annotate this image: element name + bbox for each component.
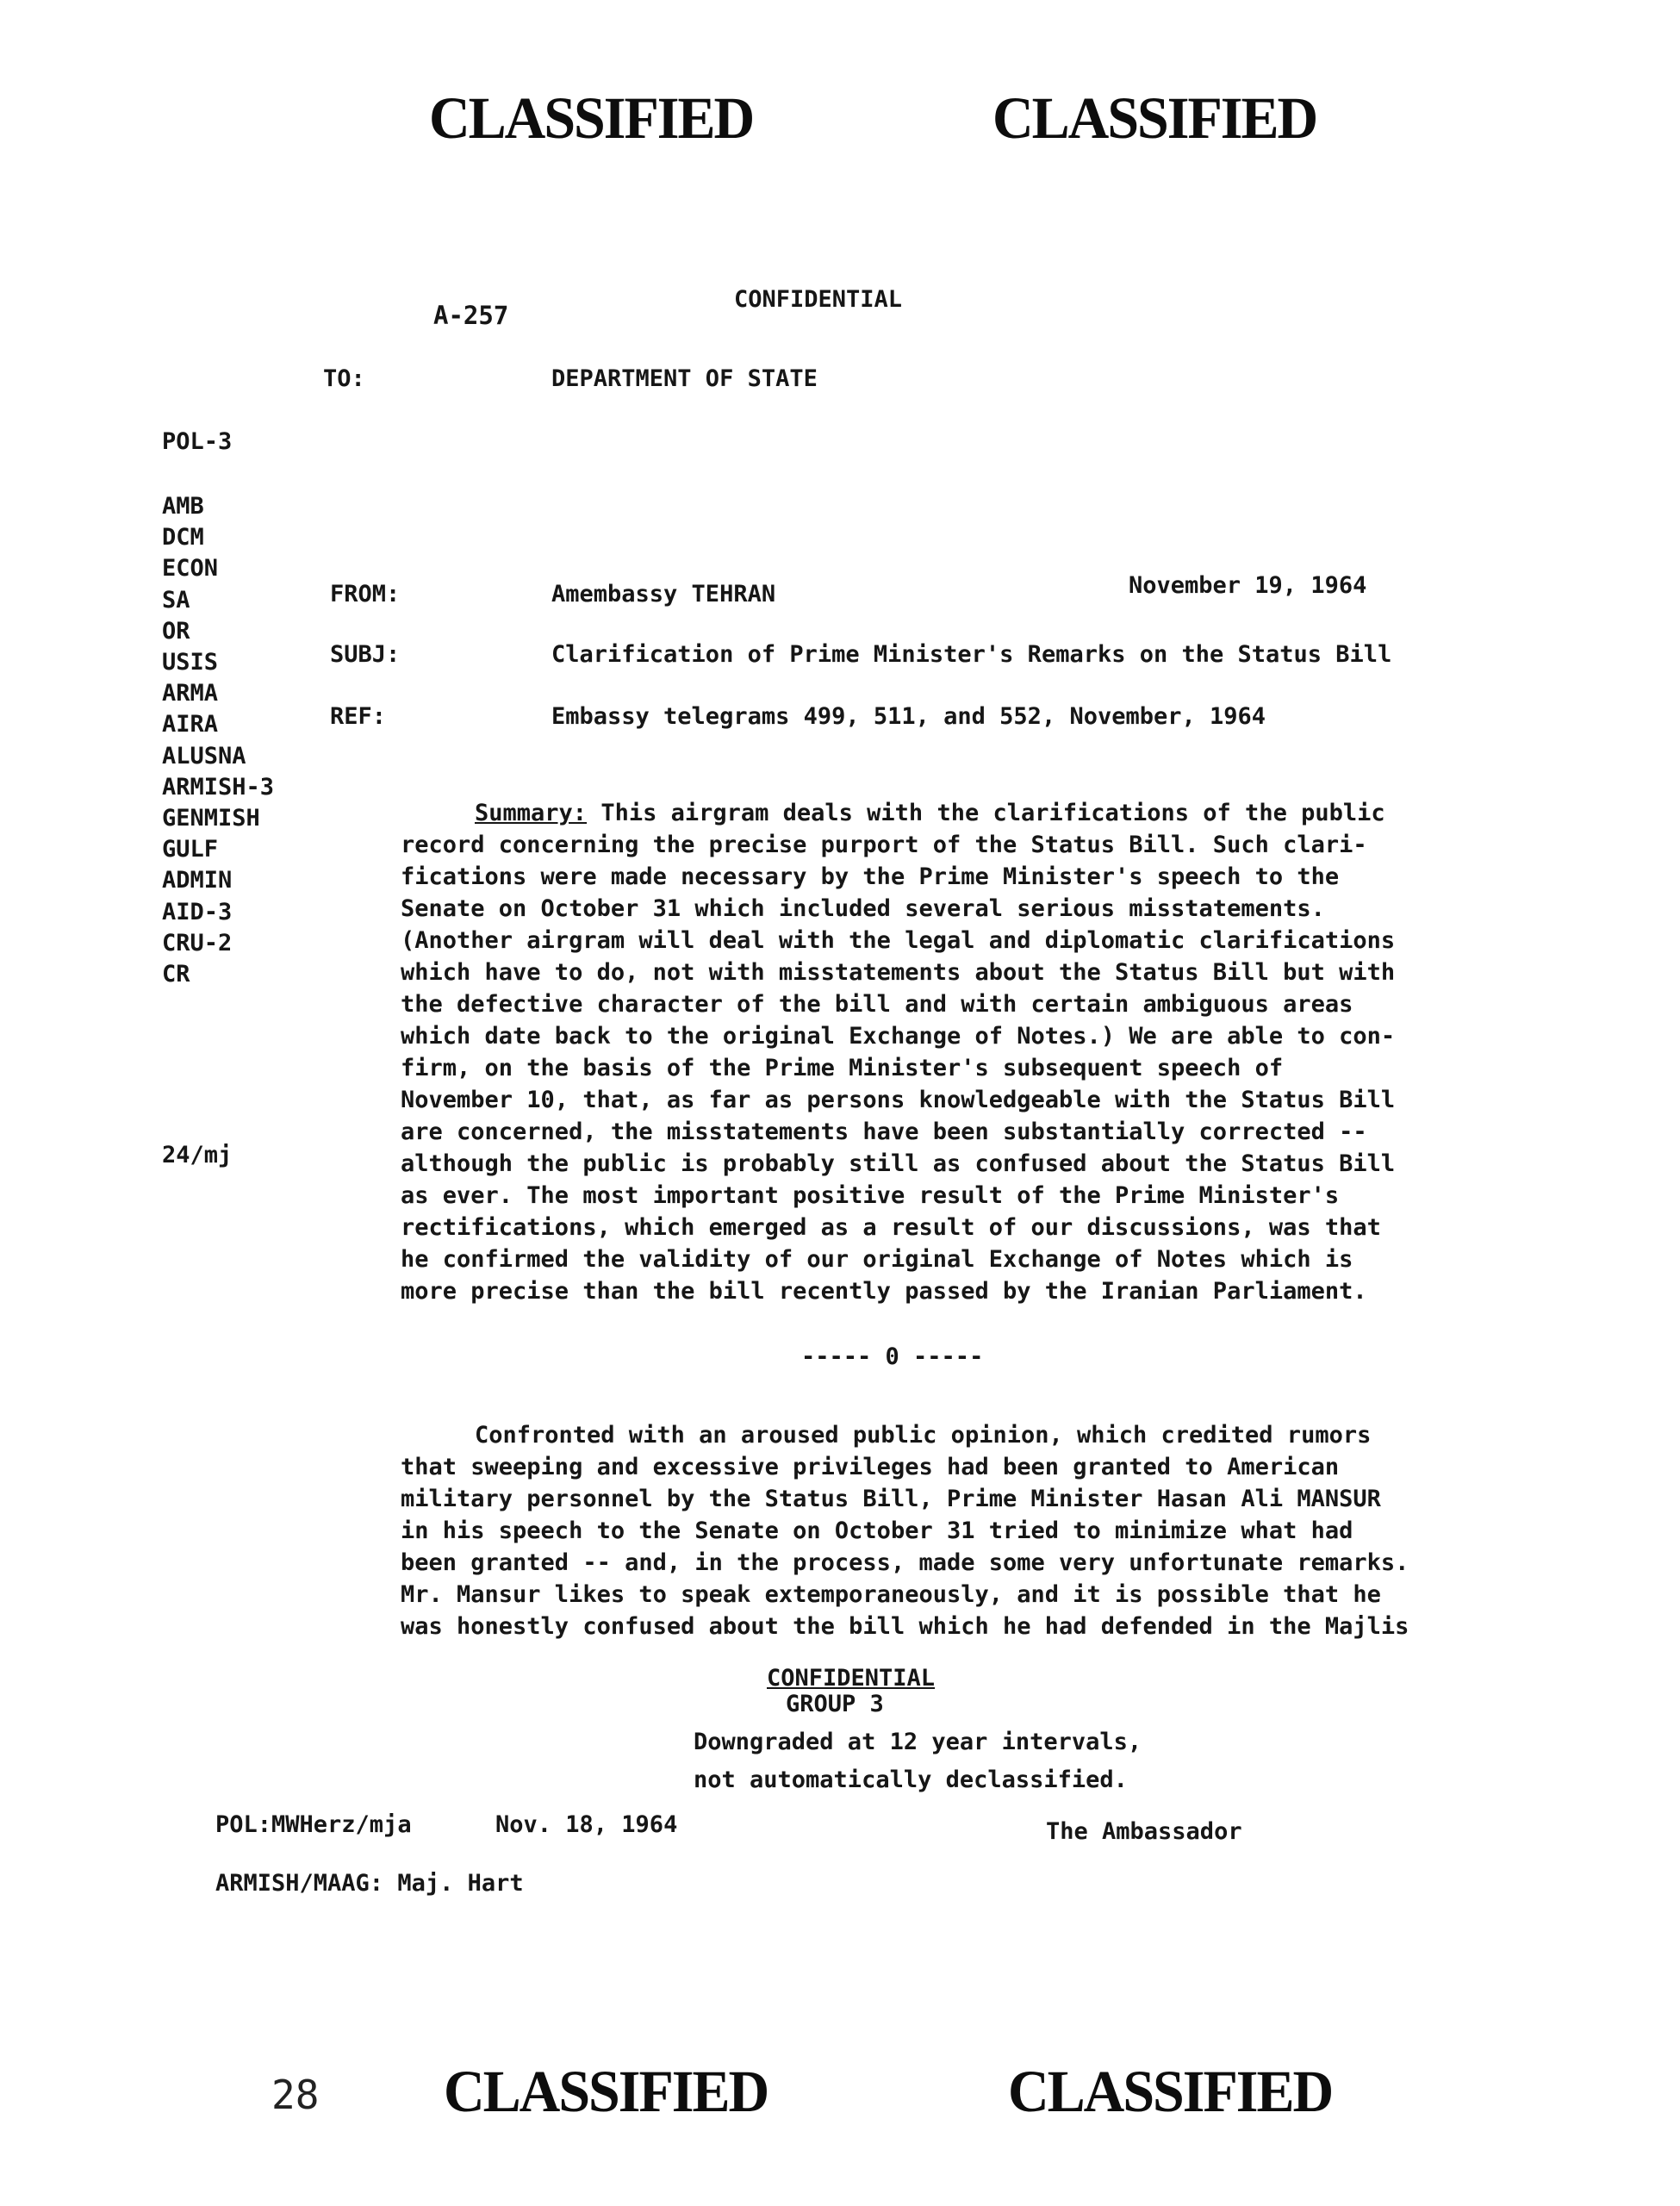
document-date: November 19, 1964	[1129, 572, 1367, 599]
summary-paragraph	[401, 797, 1512, 1307]
summary-first-line	[401, 797, 1512, 829]
classified-stamp-top-left: CLASSIFIED	[429, 85, 754, 152]
summary-line: as ever. The most important positive result of the Prime Minister's	[401, 1182, 1340, 1209]
summary-line: rectifications, which emerged as a result of our discussions, was that	[401, 1214, 1381, 1241]
routing-item: DCM	[162, 524, 204, 552]
routing-item: ADMIN	[162, 867, 233, 894]
subject-label: SUBJ:	[330, 641, 401, 668]
approver: The Ambassador	[1046, 1818, 1242, 1845]
routing-item: OR	[162, 617, 190, 645]
summary-line: the defective character of the bill and with certain ambiguous areas	[401, 991, 1353, 1018]
routing-item: GENMISH	[162, 805, 260, 832]
summary-line-0: This airgram deals with the clarifications of the public	[600, 800, 1385, 826]
section-separator: ----- 0 -----	[801, 1343, 984, 1370]
body-paragraph	[401, 1419, 1512, 1642]
summary-line: fications were made necessary by the Prime Minister's speech to the	[401, 863, 1340, 890]
reference-value: Embassy telegrams 499, 511, and 552, November, 1964	[551, 703, 1266, 730]
routing-item: CRU-2	[162, 929, 233, 957]
summary-line: he confirmed the validity of our original Exchange of Notes which is	[401, 1246, 1353, 1273]
summary-line: Senate on October 31 which included several serious misstatements.	[401, 895, 1325, 922]
body-line: been granted -- and, in the process, made some very unfortunate remarks.	[401, 1549, 1409, 1576]
body-line: Confronted with an aroused public opinion, which credited rumors	[475, 1422, 1372, 1449]
summary-line: (Another airgram will deal with the legal and diplomatic clarifications	[401, 927, 1396, 954]
routing-item: GULF	[162, 836, 219, 863]
summary-line: which have to do, not with misstatements about the Status Bill but with	[401, 959, 1396, 986]
routing-item: CR	[162, 961, 190, 988]
routing-primary: POL-3	[162, 428, 233, 455]
body-line: that sweeping and excessive privileges had been granted to American	[401, 1454, 1340, 1480]
body-line: was honestly confused about the bill which he had defended in the Majlis	[401, 1613, 1409, 1640]
body-line: military personnel by the Status Bill, Prime Minister Hasan Ali MANSUR	[401, 1486, 1381, 1512]
routing-item: USIS	[162, 649, 219, 676]
summary-line: are concerned, the misstatements have been substantially corrected --	[401, 1119, 1367, 1145]
classification-heading: CONFIDENTIAL	[734, 286, 903, 313]
routing-item: ARMA	[162, 680, 219, 707]
summary-lines	[401, 829, 1512, 1307]
summary-line: which date back to the original Exchange of Notes.) We are able to con-	[401, 1023, 1396, 1050]
routing-item: ARMISH-3	[162, 773, 275, 801]
summary-line: record concerning the precise purport of the Status Bill. Such clari-	[401, 832, 1367, 858]
page-number: 28	[271, 2072, 320, 2118]
summary-line: November 10, that, as far as persons knowledgeable with the Status Bill	[401, 1087, 1396, 1113]
classified-stamp-bottom-right: CLASSIFIED	[1008, 2059, 1333, 2125]
footer-group: GROUP 3	[786, 1691, 884, 1717]
footer-classification: CONFIDENTIAL	[767, 1665, 936, 1692]
routing-item: SA	[162, 586, 190, 614]
routing-item: ECON	[162, 555, 219, 583]
routing-item: AIRA	[162, 711, 219, 738]
from-value: Amembassy TEHRAN	[551, 581, 776, 608]
drafter: POL:MWHerz/mja	[215, 1811, 412, 1838]
classified-stamp-bottom-left: CLASSIFIED	[444, 2059, 768, 2125]
routing-item: AID-3	[162, 898, 233, 925]
airgram-number: A-257	[433, 301, 509, 330]
classified-stamp-top-right: CLASSIFIED	[992, 85, 1317, 152]
clearance: ARMISH/MAAG: Maj. Hart	[215, 1870, 524, 1897]
summary-line: firm, on the basis of the Prime Minister's subsequent speech of	[401, 1055, 1284, 1081]
summary-heading: Summary:	[475, 800, 588, 826]
from-label: FROM:	[330, 581, 401, 608]
to-label: TO:	[323, 365, 365, 392]
file-note: 24/mj	[162, 1142, 233, 1168]
summary-line: more precise than the bill recently passed by the Iranian Parliament.	[401, 1278, 1367, 1305]
summary-line: although the public is probably still as confused about the Status Bill	[401, 1150, 1396, 1177]
reference-label: REF:	[330, 703, 387, 730]
downgrade-line-1: Downgraded at 12 year intervals,	[694, 1729, 1142, 1755]
draft-date: Nov. 18, 1964	[495, 1811, 678, 1838]
routing-item: AMB	[162, 493, 204, 520]
subject-value: Clarification of Prime Minister's Remarks on the Status Bill	[551, 641, 1392, 668]
body-line: Mr. Mansur likes to speak extemporaneously, and it is possible that he	[401, 1581, 1381, 1608]
routing-list	[162, 428, 275, 990]
body-line: in his speech to the Senate on October 31 tried to minimize what had	[401, 1517, 1353, 1544]
body-lines	[401, 1419, 1512, 1642]
downgrade-line-2: not automatically declassified.	[694, 1767, 1128, 1793]
routing-item: ALUSNA	[162, 742, 246, 770]
routing-items	[162, 491, 274, 990]
to-value: DEPARTMENT OF STATE	[551, 365, 818, 392]
